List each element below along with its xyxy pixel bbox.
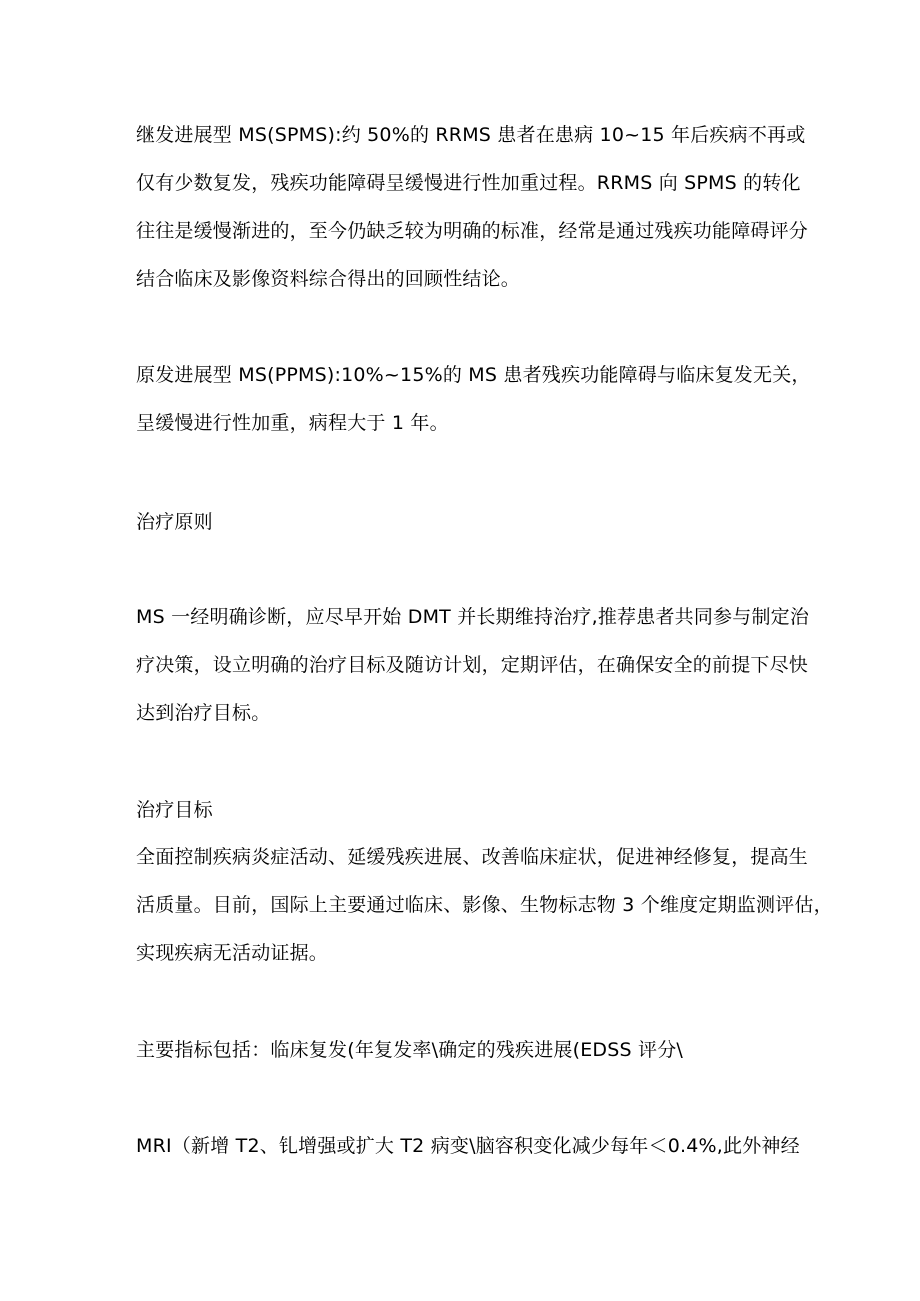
main-indicators-line: 主要指标包括：临床复发(年复发率\确定的残疾进展(EDSS 评分\: [136, 1039, 684, 1061]
treatment-goals-heading: 治疗目标: [136, 799, 213, 821]
treatment-principles-heading: 治疗原则: [136, 511, 213, 533]
ppms-line-2: 呈缓慢进行性加重，病程大于 1 年。: [136, 412, 449, 434]
spms-line-3: 往往是缓慢渐进的，至今仍缺乏较为明确的标准，经常是通过残疾功能障碍评分: [136, 220, 809, 242]
principles-line-3: 达到治疗目标。: [136, 702, 271, 724]
goals-line-1: 全面控制疾病炎症活动、延缓残疾进展、改善临床症状，促进神经修复，提高生: [136, 846, 809, 868]
goals-line-3: 实现疾病无活动证据。: [136, 942, 329, 964]
principles-line-2: 疗决策，设立明确的治疗目标及随访计划，定期评估，在确保安全的前提下尽快: [136, 654, 809, 676]
spms-line-2: 仅有少数复发，残疾功能障碍呈缓慢进行性加重过程。RRMS 向 SPMS 的转化: [136, 172, 801, 194]
principles-line-1: MS 一经明确诊断，应尽早开始 DMT 并长期维持治疗,推荐患者共同参与制定治: [136, 606, 810, 628]
goals-line-2: 活质量。目前，国际上主要通过临床、影像、生物标志物 3 个维度定期监测评估，: [136, 894, 833, 916]
spms-line-1: 继发进展型 MS(SPMS):约 50%的 RRMS 患者在患病 10~15 年后疾病不再或: [136, 124, 806, 146]
spms-line-4: 结合临床及影像资料综合得出的回顾性结论。: [136, 268, 521, 290]
ppms-line-1: 原发进展型 MS(PPMS):10%~15%的 MS 患者残疾功能障碍与临床复发无关，: [136, 364, 811, 386]
mri-line: MRI（新增 T2、钆增强或扩大 T2 病变\脑容积变化减少每年＜0.4%,此外神经: [136, 1135, 800, 1157]
